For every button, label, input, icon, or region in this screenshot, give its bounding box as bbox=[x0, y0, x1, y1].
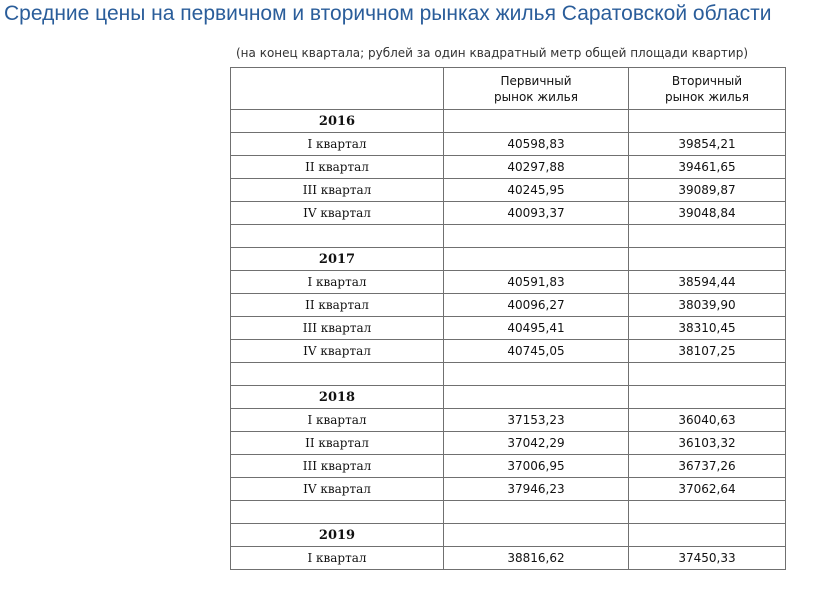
secondary-price: 38594,44 bbox=[629, 271, 786, 294]
primary-price: 37042,29 bbox=[444, 432, 629, 455]
primary-price: 40745,05 bbox=[444, 340, 629, 363]
quarter-label: I квартал bbox=[231, 133, 444, 156]
year-row bbox=[231, 524, 786, 547]
quarter-label: III квартал bbox=[231, 317, 444, 340]
year-label: 2017 bbox=[231, 248, 444, 271]
quarter-label: II квартал bbox=[231, 294, 444, 317]
table-row bbox=[231, 271, 786, 294]
primary-price: 40297,88 bbox=[444, 156, 629, 179]
primary-price: 40591,83 bbox=[444, 271, 629, 294]
empty-cell bbox=[444, 386, 629, 409]
header-period bbox=[231, 68, 444, 110]
header-primary-line-1: Первичный bbox=[500, 73, 572, 88]
empty-cell bbox=[231, 225, 444, 248]
page-title: Средние цены на первичном и вторичном рынках жилья Саратовской области bbox=[4, 2, 772, 25]
header-secondary-line-1: Вторичный bbox=[671, 73, 743, 88]
header-primary-market bbox=[444, 68, 629, 110]
primary-price: 40245,95 bbox=[444, 179, 629, 202]
primary-price: 40598,83 bbox=[444, 133, 629, 156]
empty-cell bbox=[629, 386, 786, 409]
year-row bbox=[231, 248, 786, 271]
primary-price: 40093,37 bbox=[444, 202, 629, 225]
empty-cell bbox=[444, 225, 629, 248]
empty-cell bbox=[629, 501, 786, 524]
secondary-price: 36040,63 bbox=[629, 409, 786, 432]
secondary-price: 39854,21 bbox=[629, 133, 786, 156]
year-row bbox=[231, 110, 786, 133]
table-row bbox=[231, 156, 786, 179]
table-row bbox=[231, 547, 786, 570]
empty-cell bbox=[231, 501, 444, 524]
header-row bbox=[231, 68, 786, 110]
year-label: 2018 bbox=[231, 386, 444, 409]
quarter-label: IV квартал bbox=[231, 340, 444, 363]
empty-cell bbox=[444, 524, 629, 547]
price-table bbox=[230, 67, 786, 570]
empty-cell bbox=[629, 225, 786, 248]
empty-cell bbox=[444, 363, 629, 386]
table-row bbox=[231, 179, 786, 202]
quarter-label: II квартал bbox=[231, 432, 444, 455]
year-label: 2016 bbox=[231, 110, 444, 133]
table-row bbox=[231, 202, 786, 225]
table-row bbox=[231, 455, 786, 478]
primary-price: 37006,95 bbox=[444, 455, 629, 478]
empty-cell bbox=[629, 248, 786, 271]
header-secondary-line-2: рынок жилья bbox=[665, 89, 749, 104]
secondary-price: 36103,32 bbox=[629, 432, 786, 455]
year-row bbox=[231, 386, 786, 409]
table-row bbox=[231, 340, 786, 363]
empty-cell bbox=[629, 363, 786, 386]
empty-cell bbox=[444, 248, 629, 271]
quarter-label: III квартал bbox=[231, 455, 444, 478]
table-row bbox=[231, 478, 786, 501]
spacer-row bbox=[231, 363, 786, 386]
primary-price: 40495,41 bbox=[444, 317, 629, 340]
header-primary-line-2: рынок жилья bbox=[494, 89, 578, 104]
table-row bbox=[231, 409, 786, 432]
quarter-label: IV квартал bbox=[231, 202, 444, 225]
primary-price: 38816,62 bbox=[444, 547, 629, 570]
spacer-row bbox=[231, 225, 786, 248]
table-row bbox=[231, 432, 786, 455]
secondary-price: 37450,33 bbox=[629, 547, 786, 570]
quarter-label: II квартал bbox=[231, 156, 444, 179]
table-row bbox=[231, 294, 786, 317]
empty-cell bbox=[444, 501, 629, 524]
secondary-price: 36737,26 bbox=[629, 455, 786, 478]
quarter-label: III квартал bbox=[231, 179, 444, 202]
empty-cell bbox=[629, 110, 786, 133]
header-secondary-market bbox=[629, 68, 786, 110]
table-caption: (на конец квартала; рублей за один квадратный метр общей площади квартир) bbox=[236, 46, 749, 60]
secondary-price: 38107,25 bbox=[629, 340, 786, 363]
secondary-price: 39048,84 bbox=[629, 202, 786, 225]
quarter-label: I квартал bbox=[231, 547, 444, 570]
table-row bbox=[231, 317, 786, 340]
secondary-price: 39089,87 bbox=[629, 179, 786, 202]
quarter-label: I квартал bbox=[231, 271, 444, 294]
primary-price: 40096,27 bbox=[444, 294, 629, 317]
empty-cell bbox=[629, 524, 786, 547]
spacer-row bbox=[231, 501, 786, 524]
year-label: 2019 bbox=[231, 524, 444, 547]
secondary-price: 38039,90 bbox=[629, 294, 786, 317]
secondary-price: 38310,45 bbox=[629, 317, 786, 340]
quarter-label: IV квартал bbox=[231, 478, 444, 501]
primary-price: 37946,23 bbox=[444, 478, 629, 501]
secondary-price: 37062,64 bbox=[629, 478, 786, 501]
table-row bbox=[231, 133, 786, 156]
empty-cell bbox=[231, 363, 444, 386]
secondary-price: 39461,65 bbox=[629, 156, 786, 179]
empty-cell bbox=[444, 110, 629, 133]
primary-price: 37153,23 bbox=[444, 409, 629, 432]
quarter-label: I квартал bbox=[231, 409, 444, 432]
